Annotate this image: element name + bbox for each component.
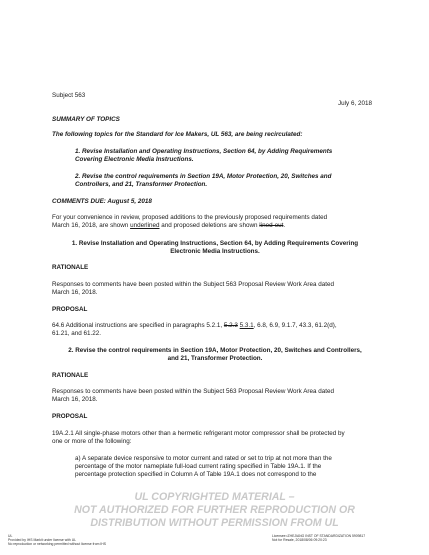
- footer-left-line-2: Provided by IHS Markit under license with UL: [8, 538, 77, 542]
- subject-line: Subject 563: [52, 92, 86, 99]
- paragraph-19a-2-1-line-1: 19A.2.1 All single-phase motors other than a hermetic refrigerant motor compressor shall be protected by: [52, 430, 345, 437]
- section-2-rationale-heading: RATIONALE: [52, 372, 89, 379]
- summary-heading: SUMMARY OF TOPICS: [52, 116, 120, 123]
- section-1-title-line-1: 1. Revise Installation and Operating Instructions, Section 64, by Adding Requirements Covering: [71, 240, 359, 247]
- lined-out-example: lined-out: [259, 222, 284, 229]
- section-2-title-line-2: and 21, Transformer Protection.: [167, 355, 263, 362]
- section-1-proposal-heading: PROPOSAL: [52, 306, 88, 313]
- section-1-rationale-heading: RATIONALE: [52, 264, 89, 271]
- added-reference: 5.3.1: [239, 322, 254, 329]
- convenience-text-c: .: [283, 222, 286, 229]
- paragraph-19a-2-1-line-2: one or more of the following:: [52, 438, 132, 445]
- item-a-line-1: a) A separate device responsive to motor current and rated or set to trip at not more than the: [75, 455, 332, 462]
- item-a-line-3: percentage protection specified in Column A of Table 19A.1 does not correspond to the: [75, 471, 317, 478]
- document-date: July 6, 2018: [338, 100, 372, 107]
- convenience-text-b: and proposed deletions are shown: [159, 222, 260, 229]
- footer-right-line-2: Not for Resale, 2018/08/06 09:20:23: [272, 538, 327, 542]
- section-2-proposal-heading: PROPOSAL: [52, 413, 88, 420]
- watermark-line-2: NOT AUTHORIZED FOR FURTHER REPRODUCTION OR: [74, 504, 355, 516]
- convenience-line-2: [52, 222, 285, 230]
- item-a-line-2: percentage of the motor nameplate full-load current rating specified in Table 19A.1. If the: [75, 463, 322, 470]
- section-1-proposal-line-2: 61.21, and 61.22.: [52, 330, 102, 337]
- section-1-proposal-line-1: [52, 322, 337, 330]
- section-1-title-line-2: Electronic Media Instructions.: [170, 248, 260, 255]
- summary-intro: The following topics for the Standard for Ice Makers, UL 563, are being recirculated:: [52, 131, 303, 138]
- topic-2-line-1: 2. Revise the control requirements in Section 19A, Motor Protection, 20, Switches and: [75, 173, 332, 180]
- section-1-rationale-line-2: March 16, 2018.: [52, 289, 98, 296]
- watermark-line-1: UL COPYRIGHTED MATERIAL –: [134, 491, 295, 503]
- proposal-text-a: 64.6 Additional instructions are specified in paragraphs 5.2.1,: [52, 322, 224, 329]
- footer-right-line-1: Licensee=ZHEJIANG INST OF STANDARDIZATION 5909817: [272, 534, 366, 538]
- comments-due: COMMENTS DUE: August 5, 2018: [52, 198, 152, 205]
- section-2-title-line-1: 2. Revise the control requirements in Section 19A, Motor Protection, 20, Switches and Controllers,: [68, 347, 362, 354]
- proposal-text-c: , 6.8, 6.9, 9.1.7, 43.3, 61.2(d),: [253, 322, 337, 329]
- footer-left-line-3: No reproduction or networking permitted without license from IHS: [8, 542, 106, 546]
- convenience-line-1: For your convenience in review, proposed additions to the previously proposed requirements dated: [52, 214, 328, 221]
- convenience-text-a: March 16, 2018, are shown: [52, 222, 131, 229]
- topic-1-line-1: 1. Revise Installation and Operating Instructions, Section 64, by Adding Requirements: [75, 148, 333, 155]
- topic-2-line-2: Controllers, and 21, Transformer Protection.: [75, 181, 208, 188]
- watermark-line-3: DISTRIBUTION WITHOUT PERMISSION FROM UL: [90, 517, 339, 529]
- deleted-reference: 5.2.3: [223, 322, 238, 329]
- footer-left-line-1: UL: [8, 534, 13, 538]
- section-1-rationale-line-1: Responses to comments have been posted within the Subject 563 Proposal Review Work Area dated: [52, 281, 335, 288]
- topic-1-line-2: Covering Electronic Media Instructions.: [75, 156, 194, 163]
- section-2-rationale-line-2: March 16, 2018.: [52, 396, 98, 403]
- underlined-example: underlined: [130, 222, 160, 229]
- section-2-rationale-line-1: Responses to comments have been posted within the Subject 563 Proposal Review Work Area dated: [52, 388, 335, 395]
